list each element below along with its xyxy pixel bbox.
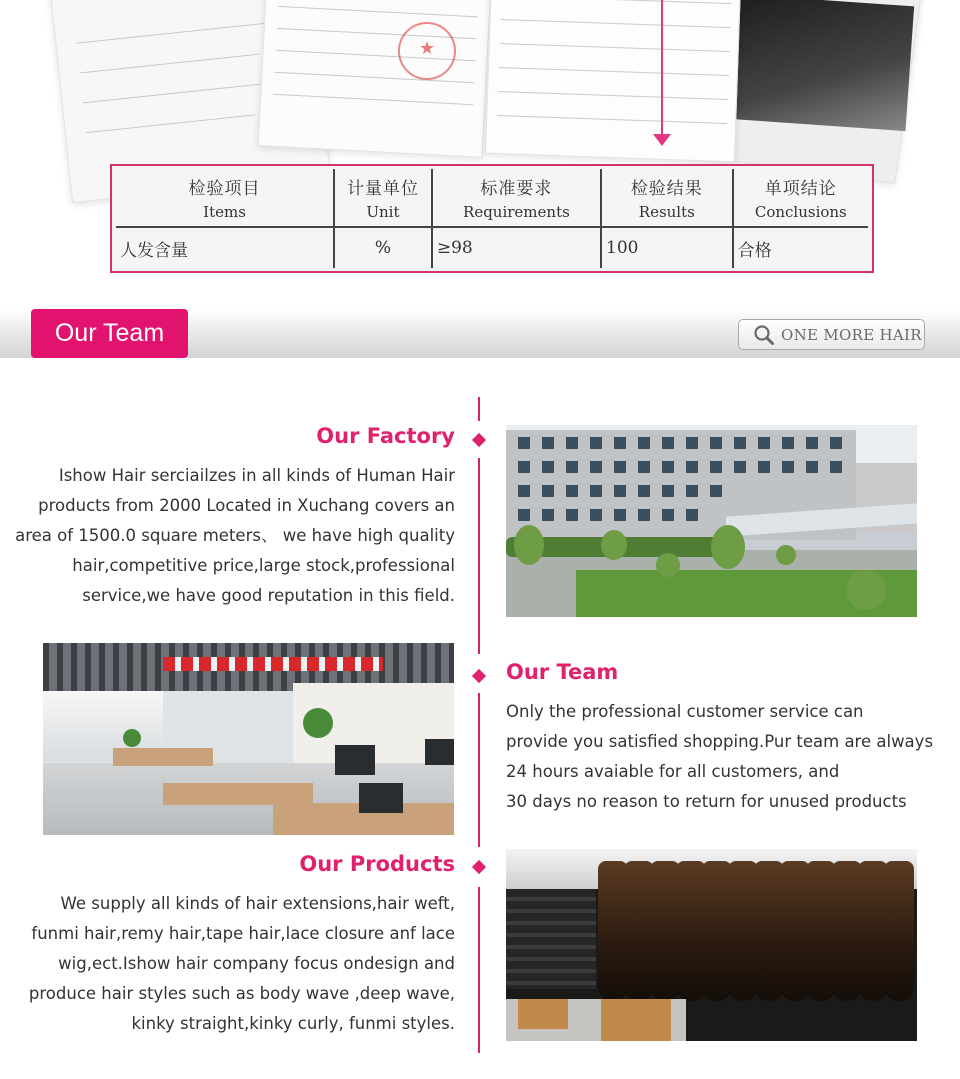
products-title: Our Products — [299, 852, 455, 876]
factory-photo — [506, 425, 917, 617]
diamond-icon — [472, 433, 486, 447]
timeline-line — [478, 458, 480, 654]
search-icon — [753, 324, 775, 346]
cell-item: 人发含量 — [116, 227, 334, 268]
table-header-row — [116, 169, 868, 227]
brand-label: ONE MORE HAIR — [781, 325, 922, 344]
timeline-line — [478, 693, 480, 847]
team-description: Only the professional customer service can provide you satisfied shopping.Pur team are always 24 hours avaiable for all customers, and 30 days no reason to return for unused products — [506, 702, 934, 811]
cell-conclusion: 合格 — [737, 240, 772, 261]
cell-result: 100 — [601, 227, 733, 268]
certificate-table — [116, 169, 868, 268]
team-title: Our Team — [506, 660, 619, 684]
cell-unit: % — [334, 227, 432, 268]
header-items: 检验项目 Items — [116, 169, 334, 227]
brand-search-pill[interactable] — [738, 319, 925, 350]
header-unit: 计量单位 Unit — [334, 169, 432, 227]
timeline-line — [478, 887, 480, 1053]
products-description: We supply all kinds of hair extensions,hair weft, funmi hair,remy hair,tape hair,lace closure anf lace wig,ect.Ishow hair company focus ondesign and produce hair styles such as body wave ,deep wave, kinky straight,kinky curly, funmi styles. — [28, 894, 455, 1033]
header-requirements: 标准要求 Requirements — [432, 169, 601, 227]
arrow-down-icon — [653, 134, 671, 146]
certificate-page — [485, 0, 741, 162]
diamond-icon — [472, 860, 486, 874]
timeline-line — [478, 397, 480, 421]
stamp-icon — [398, 22, 456, 80]
office-photo — [43, 643, 454, 835]
factory-title: Our Factory — [316, 424, 455, 448]
header-results: 检验结果 Results — [601, 169, 733, 227]
diamond-icon — [472, 669, 486, 683]
factory-description: Ishow Hair serciailzes in all kinds of Human Hair products from 2000 Located in Xuchang covers an area of 1500.0 square meters、 we have high quality hair,competitive price,large stock,professional service,we have good reputation in this field. — [15, 466, 455, 605]
certificate-page — [258, 0, 492, 158]
our-team-badge: Our Team — [31, 309, 188, 358]
hair-sample-photo — [726, 0, 914, 131]
header-conclusions: 单项结论 Conclusions — [754, 179, 847, 221]
arrow-line — [661, 0, 663, 140]
certificate-photo — [0, 0, 960, 300]
table-row — [116, 227, 868, 268]
hair-warehouse-photo — [506, 849, 917, 1041]
certificate-table-highlight — [110, 164, 874, 273]
cell-requirement: ≥98 — [432, 227, 601, 268]
